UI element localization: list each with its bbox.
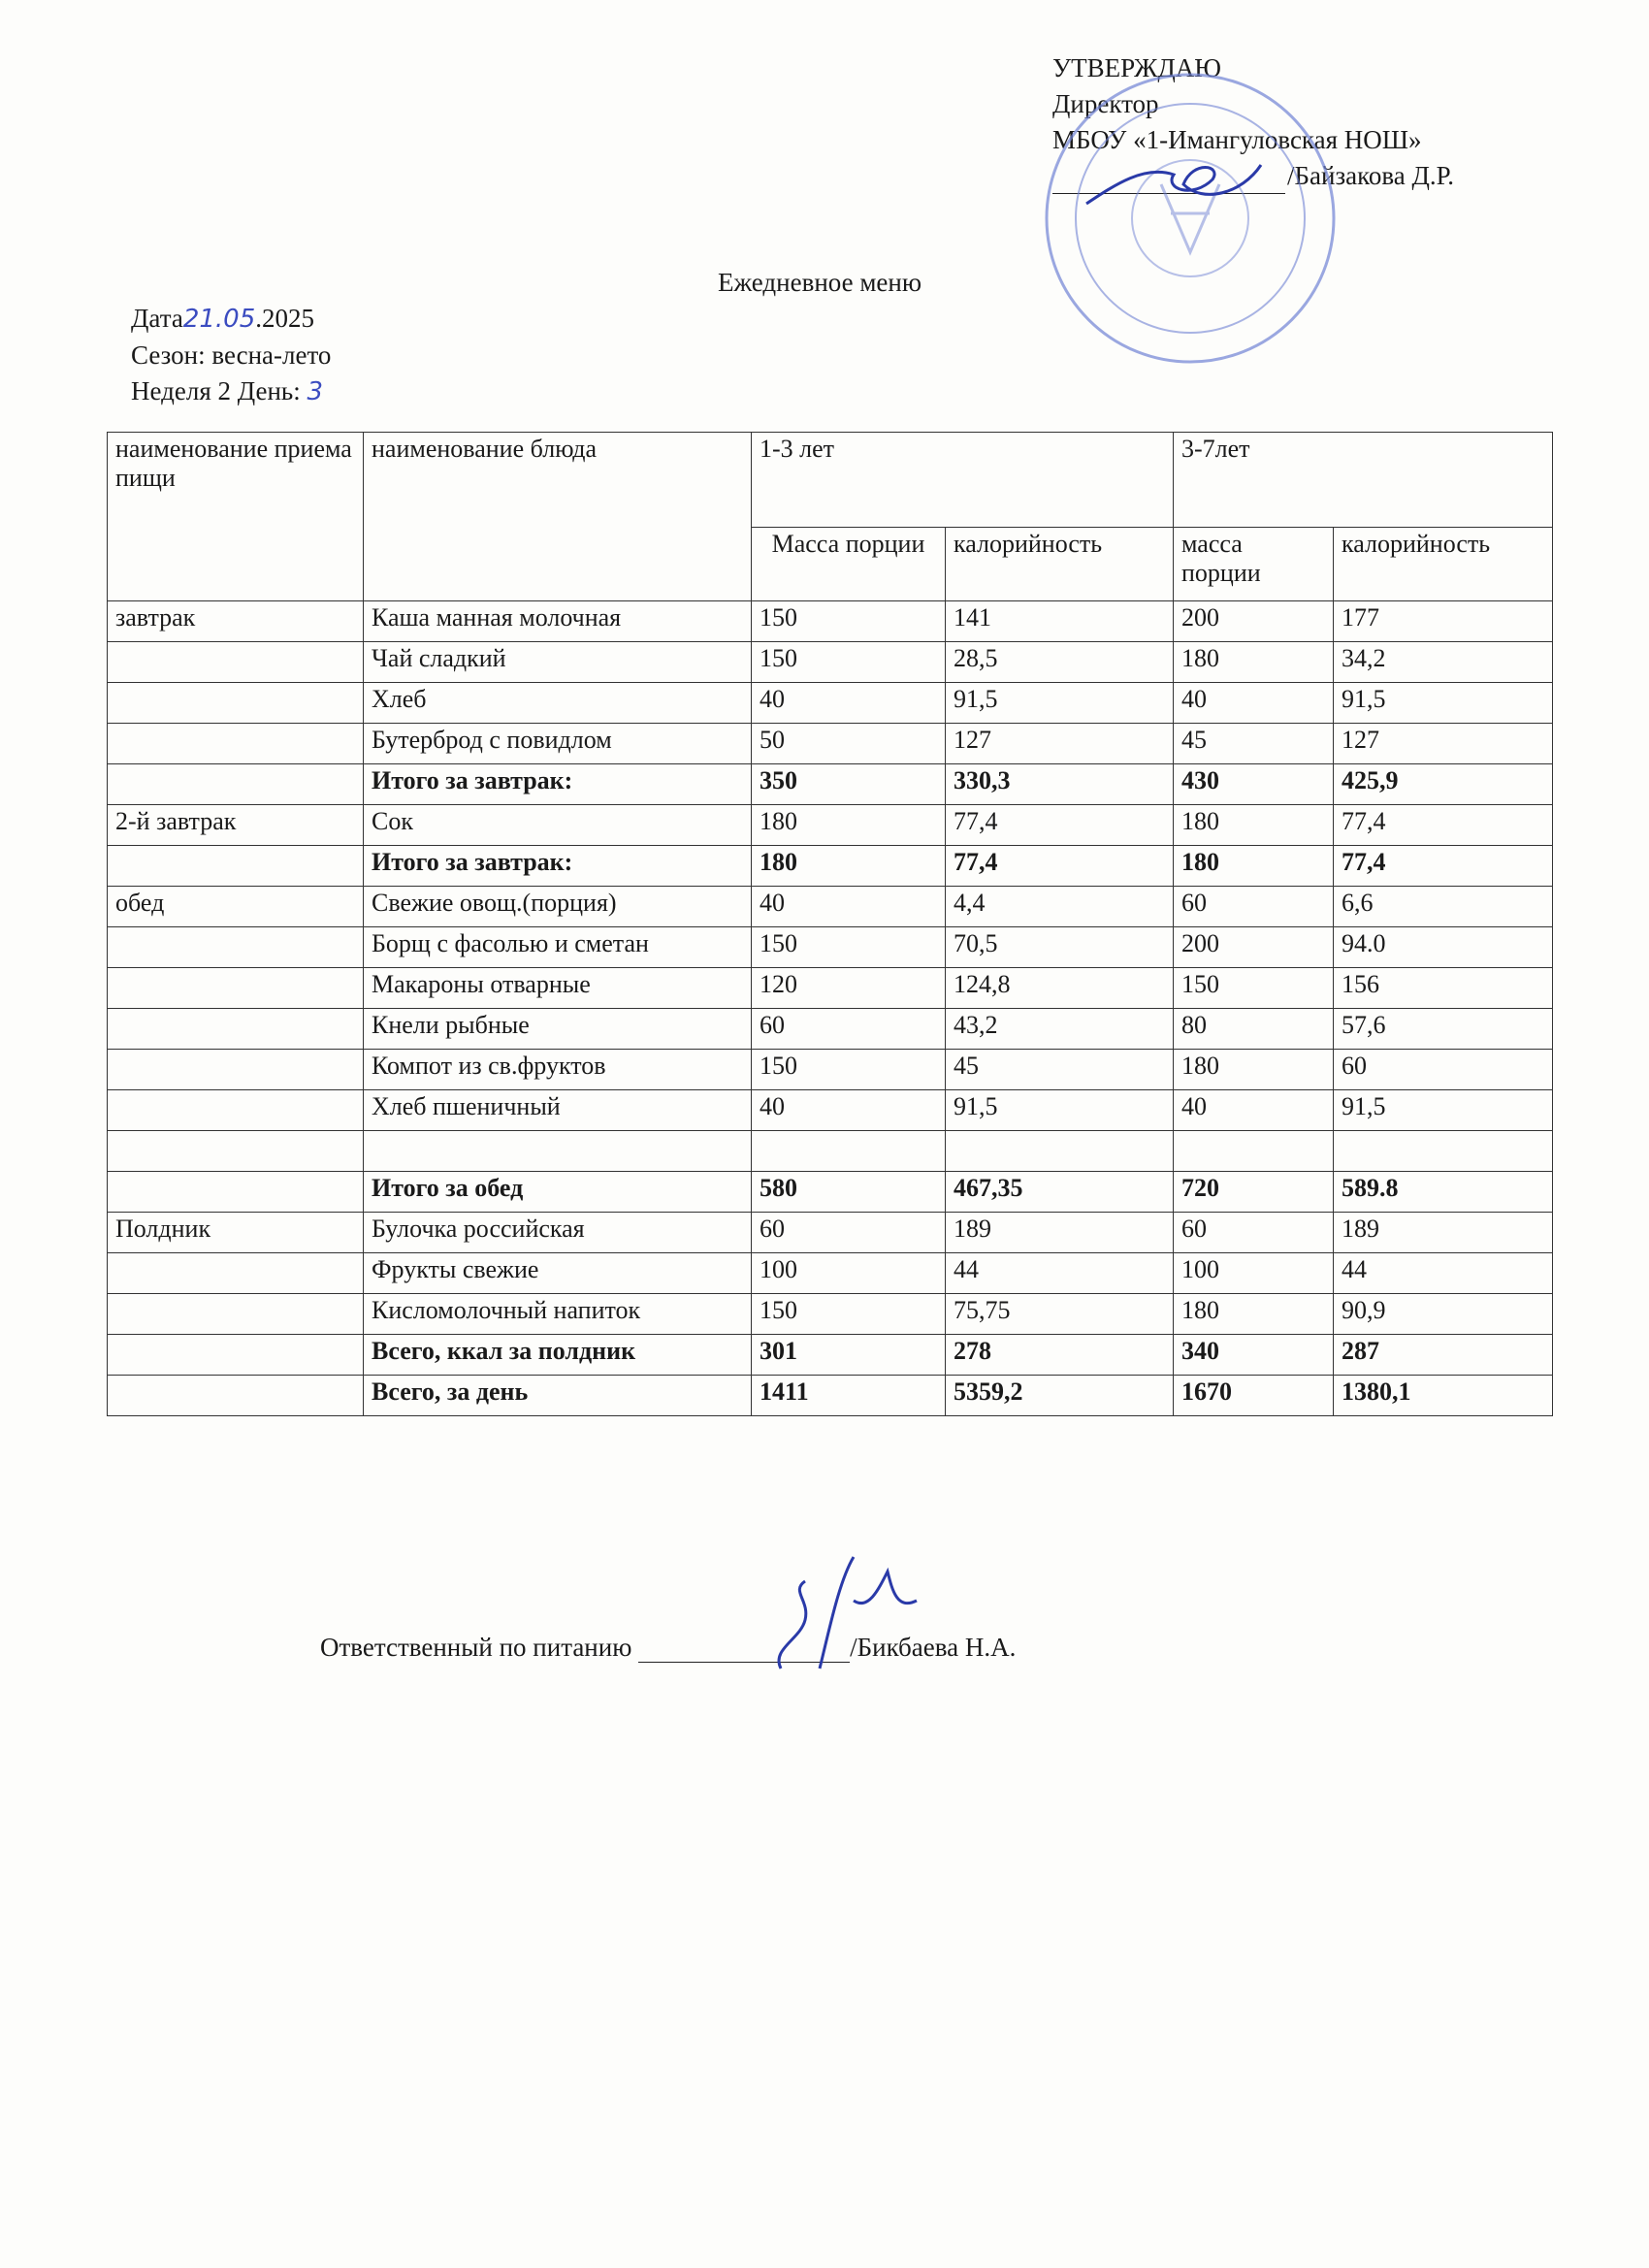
table-row (108, 1294, 1553, 1335)
week-day-label: Неделя 2 День: (131, 376, 301, 405)
calories-3-7-cell (1334, 1131, 1553, 1172)
dish-cell: Кисломолочный напиток (364, 1294, 752, 1335)
header-cal-1: калорийность (946, 528, 1174, 601)
dish-cell: Компот из св.фруктов (364, 1050, 752, 1090)
mass-3-7-cell: 430 (1174, 764, 1334, 805)
dish-cell: Сок (364, 805, 752, 846)
responsible-label: Ответственный по питанию (320, 1633, 632, 1662)
dish-cell: Свежие овощ.(порция) (364, 887, 752, 927)
mass-3-7-cell: 180 (1174, 1294, 1334, 1335)
mass-1-3-cell (752, 1131, 946, 1172)
calories-3-7-cell: 177 (1334, 601, 1553, 642)
menu-table (107, 432, 1553, 1416)
mass-3-7-cell: 1670 (1174, 1376, 1334, 1416)
calories-3-7-cell: 44 (1334, 1253, 1553, 1294)
table-row (108, 968, 1553, 1009)
date-label: Дата (131, 304, 183, 333)
dish-cell: Булочка российская (364, 1213, 752, 1253)
mass-1-3-cell: 40 (752, 1090, 946, 1131)
menu-meta (131, 301, 331, 410)
approval-heading: УТВЕРЖДАЮ (1052, 53, 1222, 82)
calories-1-3-cell: 278 (946, 1335, 1174, 1376)
mass-3-7-cell: 200 (1174, 927, 1334, 968)
dish-cell: Всего, ккал за полдник (364, 1335, 752, 1376)
mass-3-7-cell: 200 (1174, 601, 1334, 642)
meal-cell (108, 1090, 364, 1131)
mass-1-3-cell: 60 (752, 1213, 946, 1253)
table-row (108, 1213, 1553, 1253)
calories-3-7-cell: 57,6 (1334, 1009, 1553, 1050)
calories-1-3-cell: 141 (946, 601, 1174, 642)
meal-cell (108, 968, 364, 1009)
meal-cell (108, 724, 364, 764)
mass-1-3-cell: 60 (752, 1009, 946, 1050)
table-row (108, 1009, 1553, 1050)
mass-3-7-cell: 40 (1174, 1090, 1334, 1131)
document-title: Ежедневное меню (718, 268, 922, 297)
calories-1-3-cell: 189 (946, 1213, 1174, 1253)
calories-1-3-cell: 77,4 (946, 805, 1174, 846)
calories-1-3-cell (946, 1131, 1174, 1172)
mass-3-7-cell: 80 (1174, 1009, 1334, 1050)
mass-3-7-cell: 180 (1174, 805, 1334, 846)
table-row (108, 1376, 1553, 1416)
dish-cell: Хлеб пшеничный (364, 1090, 752, 1131)
mass-1-3-cell: 150 (752, 1294, 946, 1335)
meal-cell: обед (108, 887, 364, 927)
responsible-signer: /Бикбаева Н.А. (850, 1633, 1017, 1662)
calories-3-7-cell: 91,5 (1334, 1090, 1553, 1131)
calories-1-3-cell: 44 (946, 1253, 1174, 1294)
mass-1-3-cell: 580 (752, 1172, 946, 1213)
table-row (108, 1050, 1553, 1090)
calories-1-3-cell: 43,2 (946, 1009, 1174, 1050)
table-row (108, 683, 1553, 724)
dish-cell: Каша манная молочная (364, 601, 752, 642)
approval-signer: /Байзакова Д.Р. (1287, 161, 1455, 190)
table-row (108, 1335, 1553, 1376)
meal-cell (108, 927, 364, 968)
mass-1-3-cell: 150 (752, 1050, 946, 1090)
meal-cell (108, 1050, 364, 1090)
mass-1-3-cell: 100 (752, 1253, 946, 1294)
meal-cell: Полдник (108, 1213, 364, 1253)
calories-1-3-cell: 91,5 (946, 1090, 1174, 1131)
table-row (108, 805, 1553, 846)
mass-3-7-cell: 60 (1174, 1213, 1334, 1253)
calories-3-7-cell: 94.0 (1334, 927, 1553, 968)
calories-1-3-cell: 467,35 (946, 1172, 1174, 1213)
calories-1-3-cell: 77,4 (946, 846, 1174, 887)
approval-organization: МБОУ «1-Имангуловская НОШ» (1052, 125, 1422, 154)
table-row (108, 846, 1553, 887)
mass-1-3-cell: 120 (752, 968, 946, 1009)
mass-3-7-cell (1174, 1131, 1334, 1172)
date-handwritten: 21.05 (182, 305, 256, 334)
day-handwritten: 3 (307, 377, 324, 406)
mass-3-7-cell: 180 (1174, 1050, 1334, 1090)
table-row (108, 927, 1553, 968)
meal-cell (108, 642, 364, 683)
mass-3-7-cell: 150 (1174, 968, 1334, 1009)
calories-3-7-cell: 91,5 (1334, 683, 1553, 724)
dish-cell: Чай сладкий (364, 642, 752, 683)
mass-3-7-cell: 40 (1174, 683, 1334, 724)
table-row (108, 1253, 1553, 1294)
meal-cell: 2-й завтрак (108, 805, 364, 846)
mass-1-3-cell: 40 (752, 887, 946, 927)
header-cal-2: калорийность (1334, 528, 1553, 601)
mass-1-3-cell: 150 (752, 642, 946, 683)
table-row (108, 1090, 1553, 1131)
date-line (131, 301, 331, 338)
calories-3-7-cell: 34,2 (1334, 642, 1553, 683)
calories-3-7-cell: 589.8 (1334, 1172, 1553, 1213)
header-age-1-3: 1-3 лет (752, 433, 1174, 528)
menu-body (108, 601, 1553, 1416)
calories-1-3-cell: 28,5 (946, 642, 1174, 683)
calories-3-7-cell: 189 (1334, 1213, 1553, 1253)
mass-1-3-cell: 150 (752, 927, 946, 968)
mass-1-3-cell: 40 (752, 683, 946, 724)
calories-1-3-cell: 4,4 (946, 887, 1174, 927)
mass-3-7-cell: 180 (1174, 642, 1334, 683)
dish-cell: Кнели рыбные (364, 1009, 752, 1050)
calories-3-7-cell: 60 (1334, 1050, 1553, 1090)
table-row (108, 1131, 1553, 1172)
mass-1-3-cell: 150 (752, 601, 946, 642)
calories-3-7-cell: 77,4 (1334, 846, 1553, 887)
dish-cell: Фрукты свежие (364, 1253, 752, 1294)
dish-cell: Итого за завтрак: (364, 846, 752, 887)
mass-1-3-cell: 1411 (752, 1376, 946, 1416)
header-dish: наименование блюда (364, 433, 752, 601)
meal-cell (108, 764, 364, 805)
meal-cell (108, 683, 364, 724)
dish-cell: Борщ с фасолью и сметан (364, 927, 752, 968)
calories-1-3-cell: 127 (946, 724, 1174, 764)
calories-3-7-cell: 6,6 (1334, 887, 1553, 927)
mass-1-3-cell: 301 (752, 1335, 946, 1376)
calories-3-7-cell: 287 (1334, 1335, 1553, 1376)
calories-1-3-cell: 124,8 (946, 968, 1174, 1009)
calories-3-7-cell: 156 (1334, 968, 1553, 1009)
table-row (108, 724, 1553, 764)
meal-cell: завтрак (108, 601, 364, 642)
calories-3-7-cell: 425,9 (1334, 764, 1553, 805)
mass-3-7-cell: 180 (1174, 846, 1334, 887)
calories-3-7-cell: 77,4 (1334, 805, 1553, 846)
calories-1-3-cell: 45 (946, 1050, 1174, 1090)
calories-1-3-cell: 75,75 (946, 1294, 1174, 1335)
header-mass-1: Масса порции (752, 528, 946, 601)
header-mass-2: масса порции (1174, 528, 1334, 601)
date-year: .2025 (255, 304, 315, 333)
responsible-signature (761, 1542, 926, 1688)
dish-cell: Всего, за день (364, 1376, 752, 1416)
calories-1-3-cell: 70,5 (946, 927, 1174, 968)
table-row (108, 601, 1553, 642)
mass-1-3-cell: 350 (752, 764, 946, 805)
dish-cell: Итого за завтрак: (364, 764, 752, 805)
header-meal: наименование приема пищи (108, 433, 364, 601)
mass-3-7-cell: 45 (1174, 724, 1334, 764)
table-row (108, 1172, 1553, 1213)
meal-cell (108, 1131, 364, 1172)
approval-position: Директор (1052, 89, 1159, 118)
meal-cell (108, 846, 364, 887)
mass-1-3-cell: 180 (752, 805, 946, 846)
table-header-row (108, 433, 1553, 528)
mass-3-7-cell: 60 (1174, 887, 1334, 927)
meal-cell (108, 1294, 364, 1335)
mass-3-7-cell: 340 (1174, 1335, 1334, 1376)
dish-cell: Бутерброд с повидлом (364, 724, 752, 764)
calories-3-7-cell: 1380,1 (1334, 1376, 1553, 1416)
dish-cell (364, 1131, 752, 1172)
calories-3-7-cell: 127 (1334, 724, 1553, 764)
meal-cell (108, 1253, 364, 1294)
dish-cell: Макароны отварные (364, 968, 752, 1009)
calories-1-3-cell: 5359,2 (946, 1376, 1174, 1416)
week-day-line (131, 373, 331, 410)
calories-1-3-cell: 91,5 (946, 683, 1174, 724)
meal-cell (108, 1376, 364, 1416)
director-signature (1077, 146, 1271, 223)
mass-3-7-cell: 100 (1174, 1253, 1334, 1294)
dish-cell: Хлеб (364, 683, 752, 724)
meal-cell (108, 1009, 364, 1050)
table-row (108, 764, 1553, 805)
mass-1-3-cell: 180 (752, 846, 946, 887)
header-age-3-7: 3-7лет (1174, 433, 1553, 528)
calories-1-3-cell: 330,3 (946, 764, 1174, 805)
meal-cell (108, 1172, 364, 1213)
meal-cell (108, 1335, 364, 1376)
table-row (108, 642, 1553, 683)
table-row (108, 887, 1553, 927)
mass-3-7-cell: 720 (1174, 1172, 1334, 1213)
mass-1-3-cell: 50 (752, 724, 946, 764)
calories-3-7-cell: 90,9 (1334, 1294, 1553, 1335)
season-line: Сезон: весна-лето (131, 340, 332, 370)
dish-cell: Итого за обед (364, 1172, 752, 1213)
